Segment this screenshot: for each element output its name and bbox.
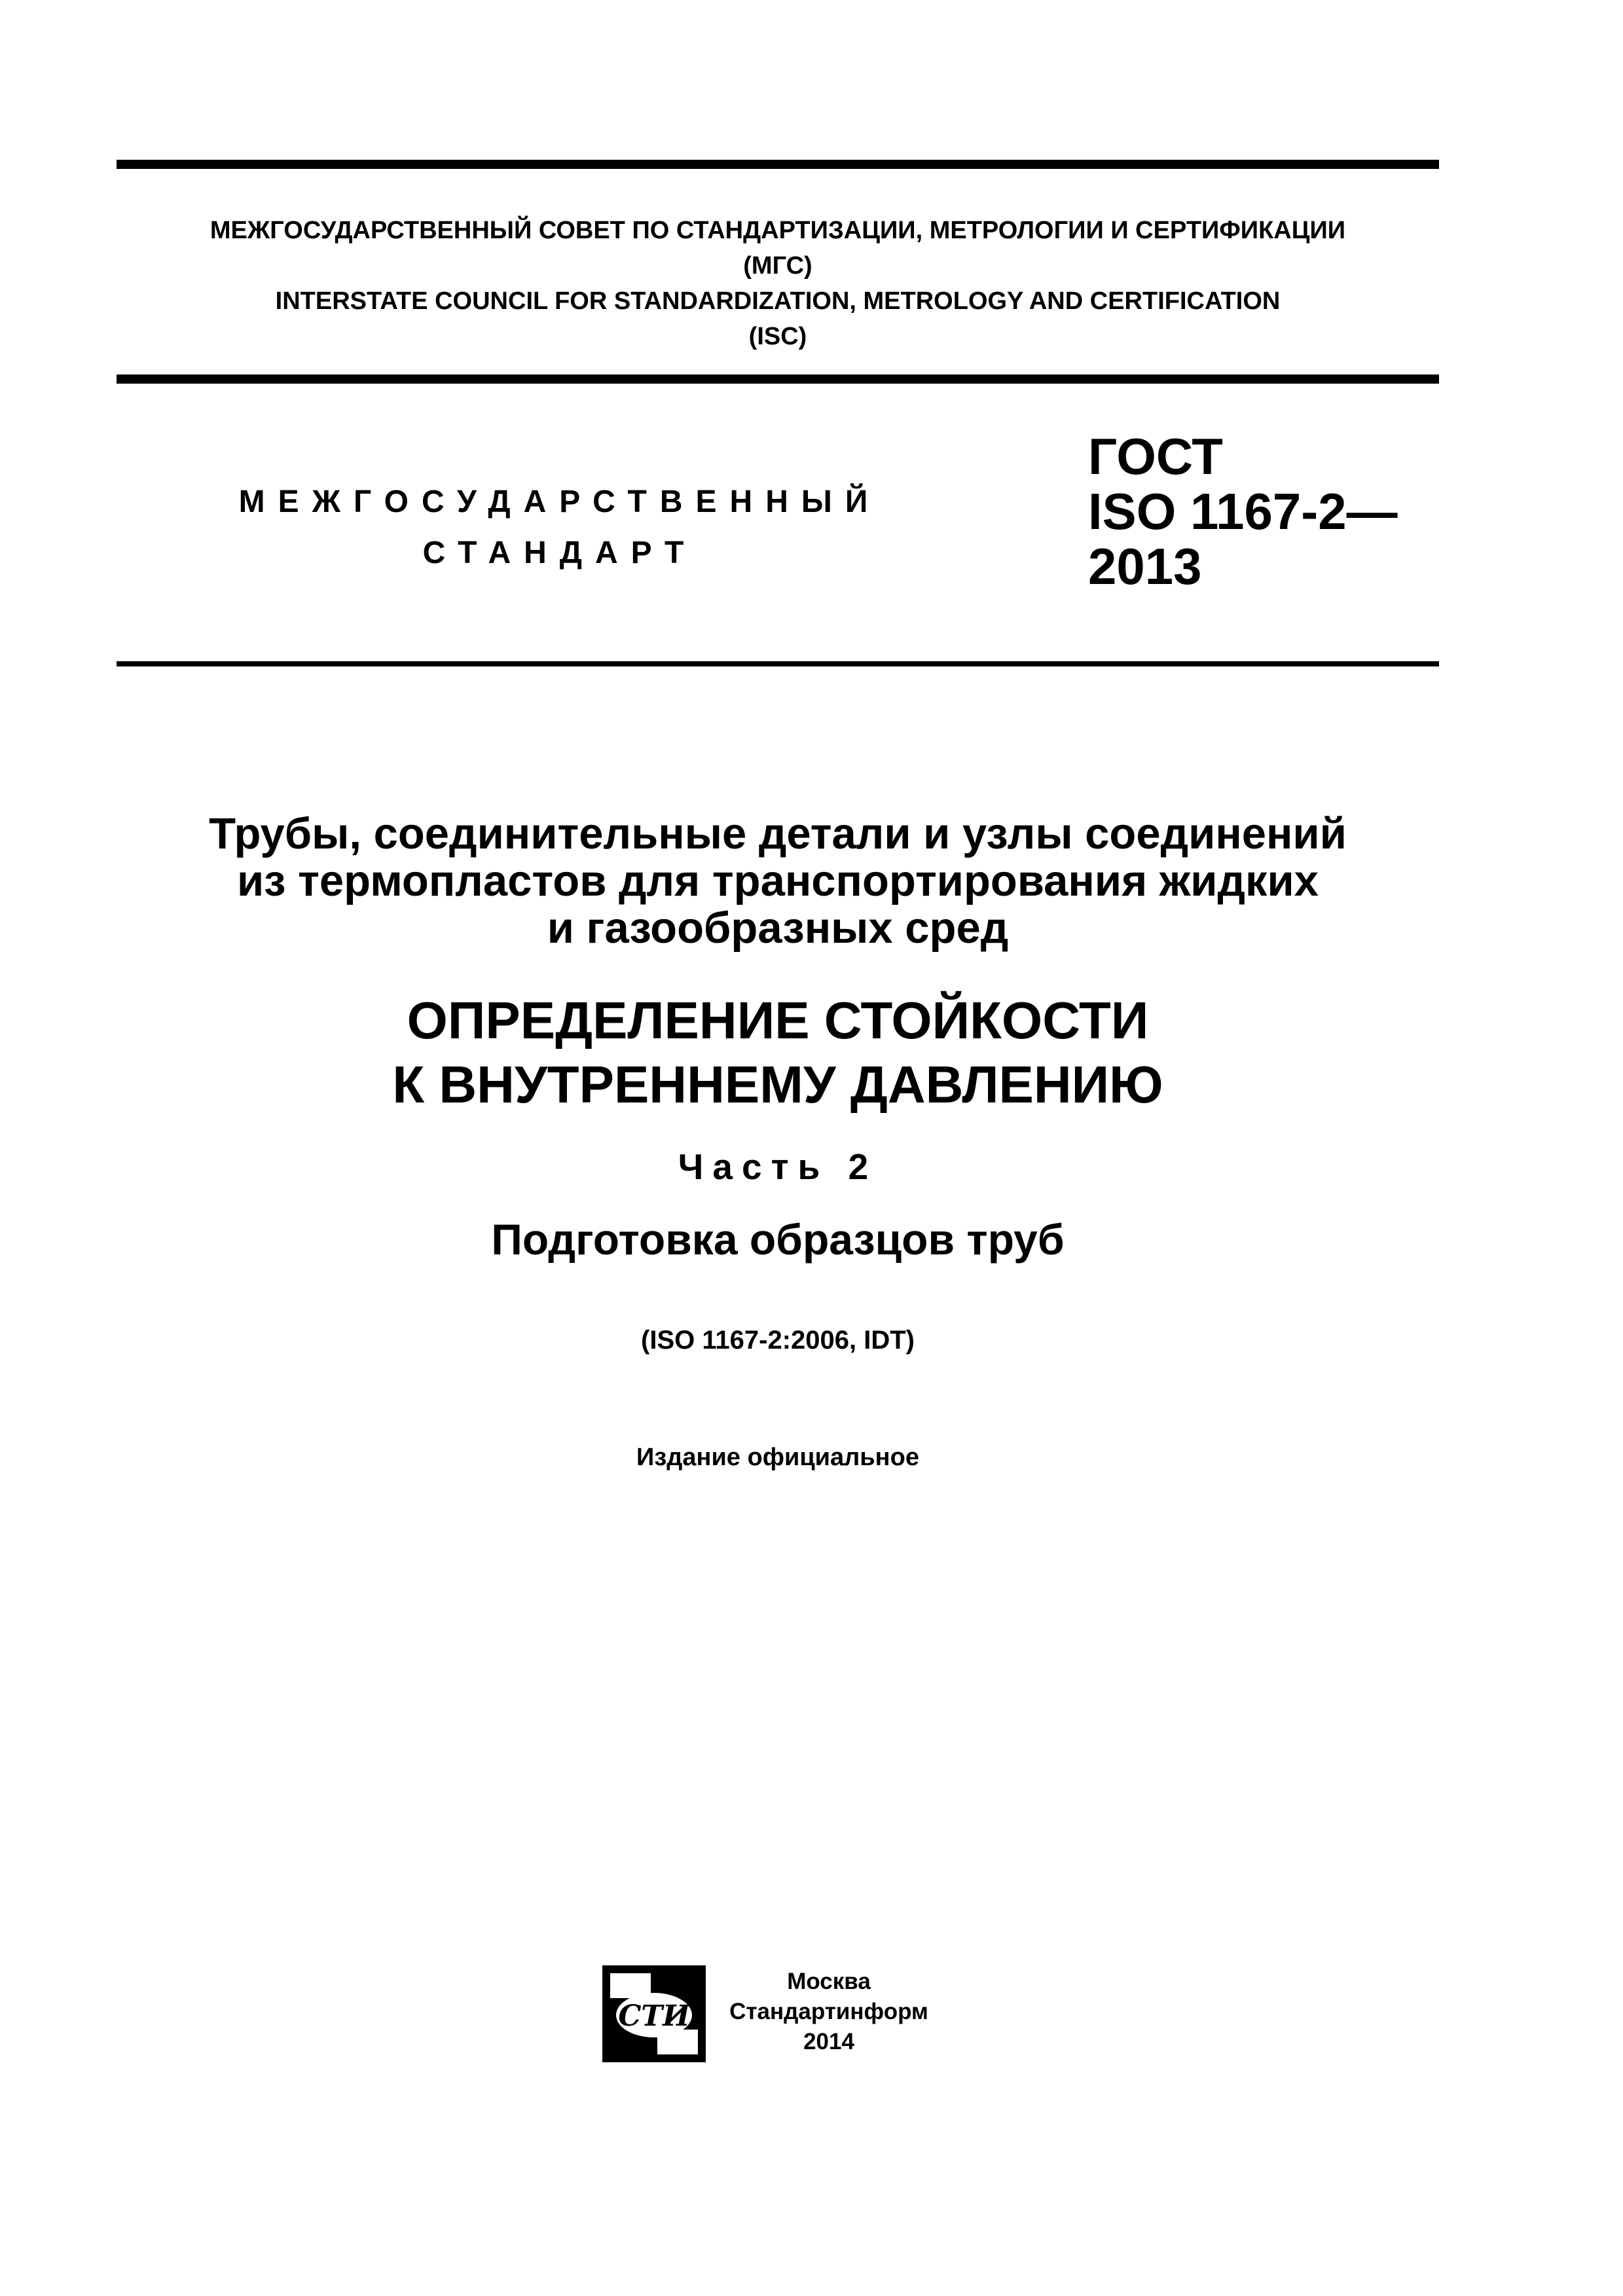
- standard-code: [1088, 429, 1455, 594]
- publisher-city: Москва: [787, 1969, 871, 1994]
- standard-code-line2: ISO 1167-2—: [1088, 483, 1398, 540]
- subject-line2: К ВНУТРЕННЕМУ ДАВЛЕНИЮ: [392, 1055, 1163, 1114]
- document-title: [117, 811, 1439, 952]
- standartinform-logo-icon: [601, 1964, 707, 2064]
- council-header: [117, 213, 1439, 354]
- publisher-text: [718, 1967, 940, 2057]
- part-title: Подготовка образцов труб: [491, 1215, 1065, 1264]
- title-line2: из термопластов для транспортирования жидких: [236, 856, 1319, 905]
- document-main-subject: [117, 989, 1439, 1117]
- council-abbr-ru: (МГС): [743, 252, 812, 280]
- publisher-year: 2014: [803, 2029, 854, 2054]
- publisher-name: Стандартинформ: [729, 1999, 928, 2024]
- code-rule: [117, 661, 1439, 666]
- standard-code-line1: ГОСТ: [1088, 428, 1223, 485]
- header-rule: [117, 374, 1439, 384]
- title-line1: Трубы, соединительные детали и узлы соединений: [209, 809, 1347, 858]
- standard-code-line3: 2013: [1088, 538, 1202, 595]
- title-line3: и газообразных сред: [547, 903, 1009, 953]
- edition-note: Издание официальное: [636, 1444, 919, 1471]
- council-name-ru: МЕЖГОСУДАРСТВЕННЫЙ СОВЕТ ПО СТАНДАРТИЗАЦИИ, МЕТРОЛОГИИ И СЕРТИФИКАЦИИ: [210, 217, 1346, 244]
- logo-text: СТИ: [618, 1999, 690, 2033]
- iso-reference: (ISO 1167-2:2006, IDT): [641, 1326, 915, 1355]
- standard-type: [216, 477, 903, 579]
- standard-type-line1: МЕЖГОСУДАРСТВЕННЫЙ: [238, 484, 881, 519]
- standard-type-line2: СТАНДАРТ: [422, 536, 697, 570]
- subject-line1: ОПРЕДЕЛЕНИЕ СТОЙКОСТИ: [407, 991, 1149, 1049]
- council-abbr-en: (ISC): [748, 323, 807, 350]
- publisher-block: [601, 1964, 968, 2075]
- part-number: Часть 2: [678, 1146, 878, 1187]
- top-rule: [117, 160, 1439, 169]
- council-name-en: INTERSTATE COUNCIL FOR STANDARDIZATION, METROLOGY AND CERTIFICATION: [275, 287, 1281, 315]
